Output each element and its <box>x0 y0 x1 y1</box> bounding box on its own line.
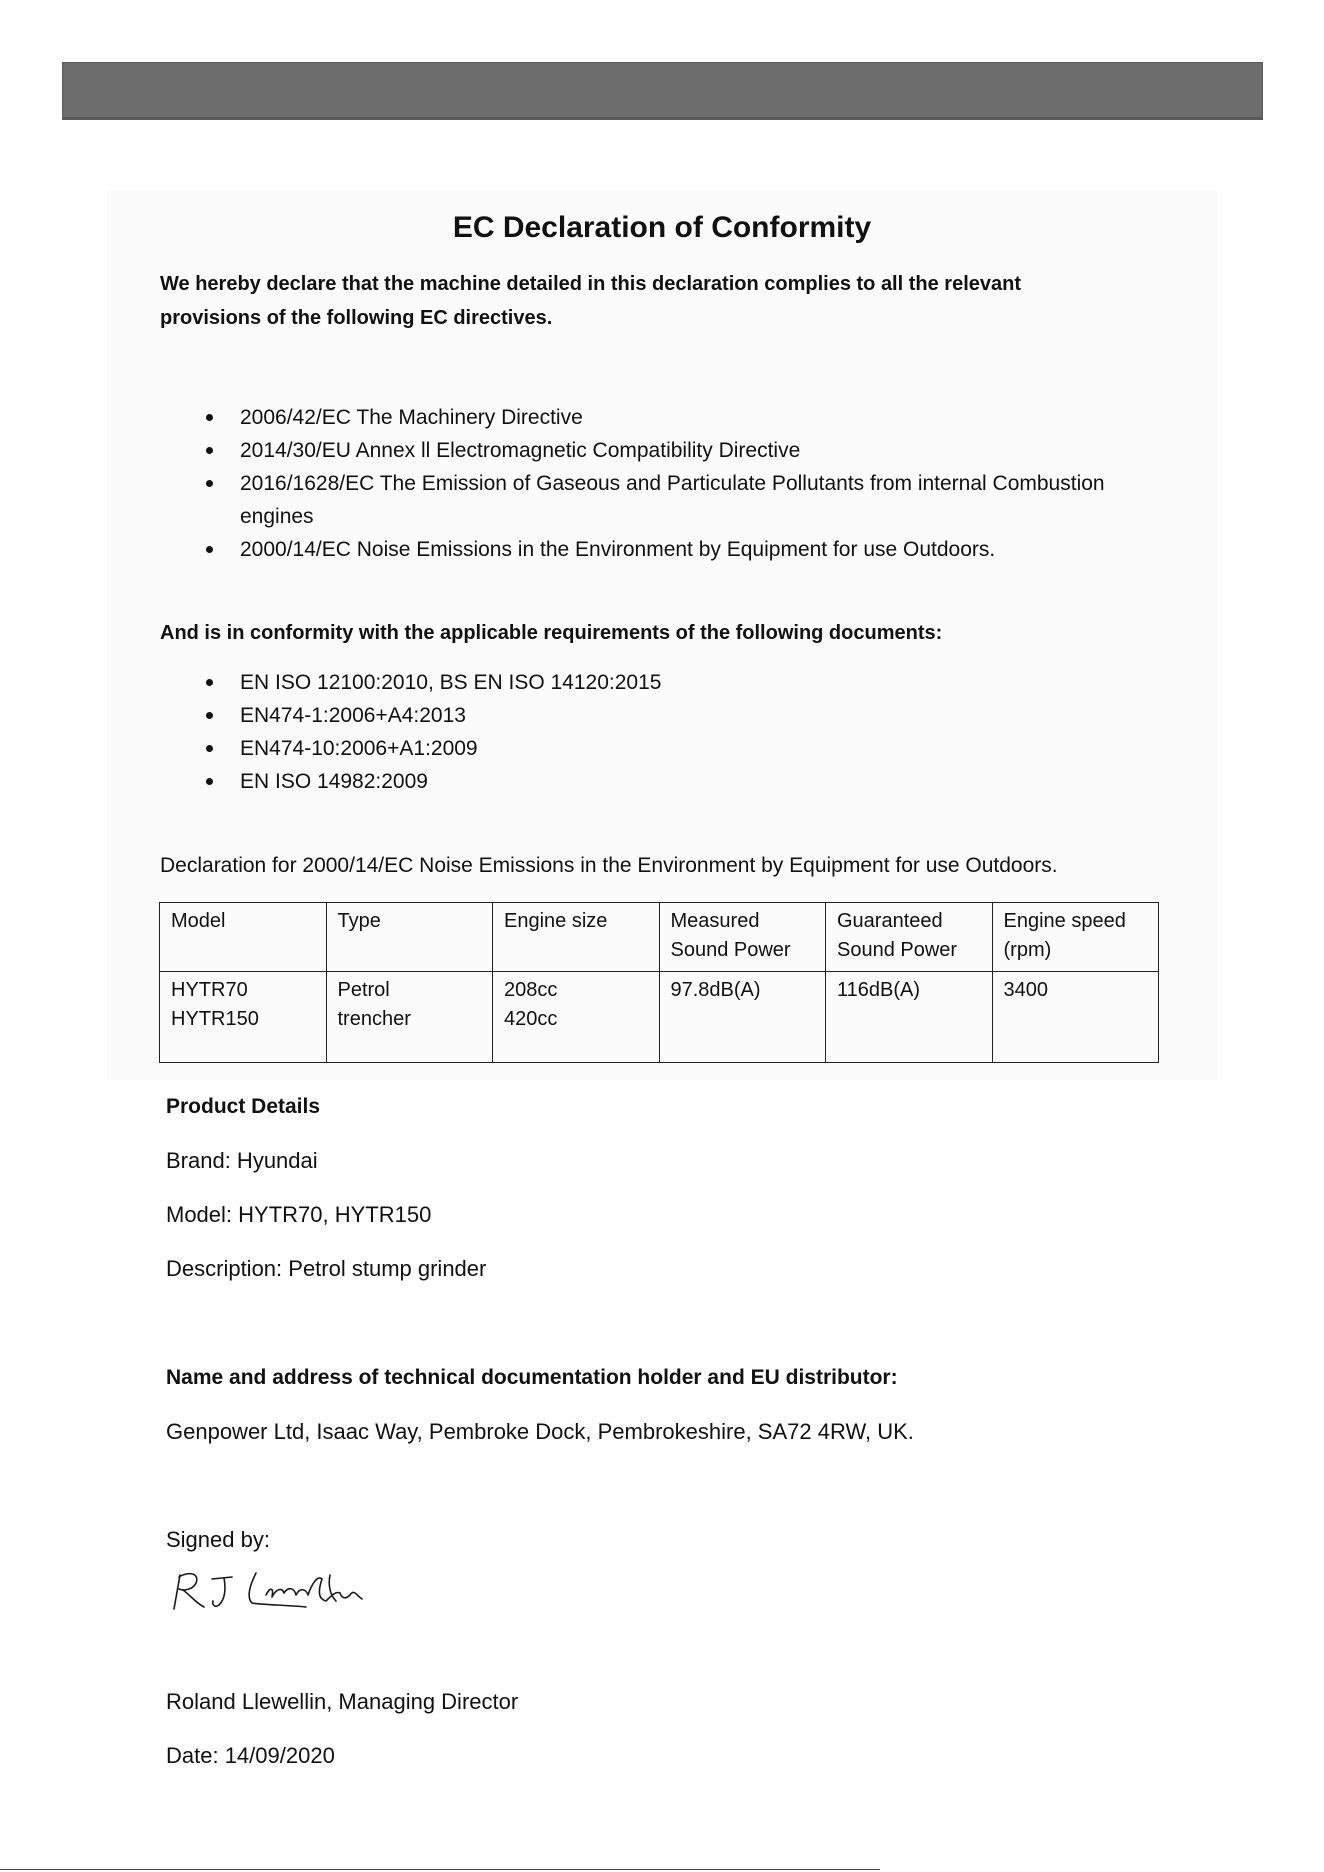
table-row <box>160 972 1159 1063</box>
cell-guaranteed-sound-power <box>826 972 993 1063</box>
cell-type <box>326 972 493 1063</box>
cell-text: 3400 <box>1003 979 1048 1001</box>
standard-text: EN ISO 14982:2009 <box>240 770 428 793</box>
list-item <box>200 666 661 699</box>
header-text: (rpm) <box>1003 939 1052 961</box>
table-header-row <box>160 903 1159 972</box>
bottom-rule <box>0 1869 880 1870</box>
header-text: Sound Power <box>837 939 958 961</box>
header-text: Sound Power <box>670 939 791 961</box>
cell-text: 420cc <box>504 1008 558 1030</box>
cell-measured-sound-power <box>659 972 826 1063</box>
header-text: Guaranteed <box>837 910 943 932</box>
list-item <box>200 765 661 798</box>
product-description: Description: Petrol stump grinder <box>166 1256 487 1281</box>
header-text: Engine size <box>504 910 608 932</box>
standard-text: EN474-1:2006+A4:2013 <box>240 704 466 727</box>
header-cell-type <box>326 903 493 972</box>
cell-engine-size <box>493 972 660 1063</box>
list-item <box>200 533 1105 566</box>
standards-list <box>200 666 661 798</box>
cell-text: Petrol <box>337 979 390 1001</box>
page-title: EC Declaration of Conformity <box>452 211 872 244</box>
list-item <box>200 434 1105 467</box>
cell-text: trencher <box>337 1008 411 1030</box>
signed-by-label: Signed by: <box>166 1527 270 1552</box>
directive-text: 2014/30/EU Annex ll Electromagnetic Compatibility Directive <box>240 439 801 462</box>
cell-text: 208cc <box>504 979 558 1001</box>
list-item <box>200 467 1105 533</box>
cell-engine-speed <box>992 972 1159 1063</box>
list-item <box>200 401 1105 434</box>
distributor-heading: Name and address of technical documentation holder and EU distributor: <box>166 1366 898 1389</box>
header-text: Measured <box>670 910 760 932</box>
directive-text-continued: engines <box>240 505 314 528</box>
signature-date: Date: 14/09/2020 <box>166 1743 335 1768</box>
noise-declaration: Declaration for 2000/14/EC Noise Emissions in the Environment by Equipment for use Outdoors. <box>160 854 1058 877</box>
directive-text: 2016/1628/EC The Emission of Gaseous and Particulate Pollutants from internal Combustion <box>240 472 1105 495</box>
product-details-heading: Product Details <box>166 1095 321 1118</box>
intro-line-1: We hereby declare that the machine detailed in this declaration complies to all the relevant <box>160 273 1021 295</box>
product-model: Model: HYTR70, HYTR150 <box>166 1202 432 1227</box>
list-item <box>200 732 661 765</box>
cell-text: HYTR150 <box>171 1008 259 1030</box>
conformity-heading: And is in conformity with the applicable requirements of the following documents: <box>160 622 943 644</box>
standard-text: EN ISO 12100:2010, BS EN ISO 14120:2015 <box>240 671 662 694</box>
standard-text: EN474-10:2006+A1:2009 <box>240 737 478 760</box>
header-cell-model <box>160 903 327 972</box>
header-cell-engine-speed <box>992 903 1159 972</box>
noise-table <box>159 902 1159 1063</box>
list-item <box>200 699 661 732</box>
distributor-address: Genpower Ltd, Isaac Way, Pembroke Dock, Pembrokeshire, SA72 4RW, UK. <box>166 1419 914 1444</box>
cell-text: 97.8dB(A) <box>670 979 761 1001</box>
intro-line-2: provisions of the following EC directives. <box>160 307 553 329</box>
header-cell-guaranteed-sound-power <box>826 903 993 972</box>
header-text: Engine speed <box>1003 910 1126 932</box>
cell-text: 116dB(A) <box>837 979 921 1001</box>
cell-model <box>160 972 327 1063</box>
header-cell-measured-sound-power <box>659 903 826 972</box>
header-cell-engine-size <box>493 903 660 972</box>
directive-text: 2000/14/EC Noise Emissions in the Environment by Equipment for use Outdoors. <box>240 538 996 561</box>
directives-list <box>200 401 1105 566</box>
header-bar <box>62 62 1263 120</box>
cell-text: HYTR70 <box>171 979 248 1001</box>
product-brand: Brand: Hyundai <box>166 1148 318 1173</box>
handwritten-signature <box>166 1565 436 1615</box>
header-text: Type <box>337 910 381 932</box>
signatory-name: Roland Llewellin, Managing Director <box>166 1689 519 1714</box>
header-text: Model <box>171 910 226 932</box>
directive-text: 2006/42/EC The Machinery Directive <box>240 406 583 429</box>
